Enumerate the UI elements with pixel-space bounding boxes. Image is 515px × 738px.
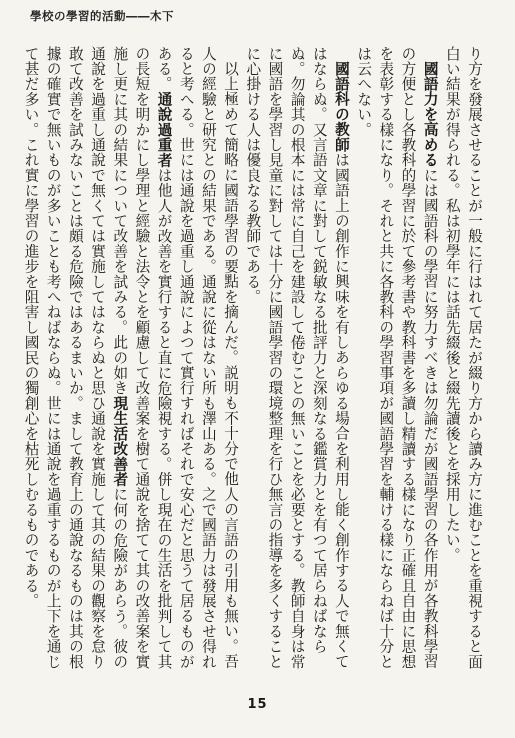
- paragraph-text: は國語上の創作に興味を有しあらゆる場合を利用し能く創作する人で無くてはならぬ。又言語文章に對して鋭敏なる批評力と深刻なる鑑賞力とを有つて居らねばならぬ。勿論其の根本には常に自己を建設して倦むことの無いことを必要とする。教師自身は常に國語を學習し見童に對しては十分に國語學習の環境整理を行ひ無言の指導を多くすることに心掛ける人は優良なる教師である。: [244, 46, 350, 670]
- paragraph: [19, 46, 241, 676]
- body-text: [22, 46, 485, 676]
- emphasized-phrase: 國語科の教師: [332, 60, 350, 152]
- emphasized-phrase: 通說過重者: [155, 91, 173, 168]
- paragraph-text: は他人が改善を實行すると直に危險視する。併し現在の生活を批判して其の長短を明かにし學理と經驗と法令とを顧慮して改善案を樹て通說を捨てて其の改善案を實施し更に其の結果について改善を試みる。此の如き: [111, 46, 173, 670]
- paragraph: [441, 46, 485, 676]
- paragraph-text: には國語科の學習に努力すべきは勿論だが國語學習の各作用が各教科學習の方便とし各教科的學習に於て參考書や教科書を多讀し精讀する樣になり正確且自由に思想を表彰する樣になり。それと共に各教科の學習事項が國語學習を輔ける樣にならねば十分とは云へない。: [355, 46, 439, 670]
- running-head: 學校の學習的活動――木下: [30, 9, 174, 23]
- paragraph: [352, 46, 441, 676]
- paragraph-text: 以上極めて簡略に國語學習の要點を摘んだ。説明も不十分で他人の言語の引用も無い。吾人の經驗と研究との結果である。通說に從はない所も澤山ある。之で國語力は發展させ得れると考へる。世には通說を過重し通說によつて實行すればそれで安心だと思うて居るものがある。: [155, 46, 240, 670]
- emphasized-phrase: 國語力を高める: [421, 60, 439, 167]
- page-number: 15: [247, 697, 268, 712]
- emphasized-phrase: 現生活改善者: [111, 395, 129, 487]
- paragraph: [241, 46, 352, 676]
- paragraph-text: り方を發展させることが一般に行はれて居たが綴り方から讀み方に進むことを重視すると面白い結果が得られる。私は初學年には話先綴後と綴先讀後とを採用したい。: [443, 46, 483, 670]
- paragraph-text: に何の危險があらう。彼の通說を過重し通說で無くては實施してはならぬと思ひ通說を實施して其の結果の觀察を怠り敢て改善を試みないことは頗る危險ではあるまいか。まして教育上の通說なるものは其の根據の確實で無いものが多いことも考へねばならぬ。世には通說を過重するものが上下を通じて甚だ多い。これ實に學習の進步を阻害し國民の獨創心を枯死しむるものである。: [22, 46, 129, 670]
